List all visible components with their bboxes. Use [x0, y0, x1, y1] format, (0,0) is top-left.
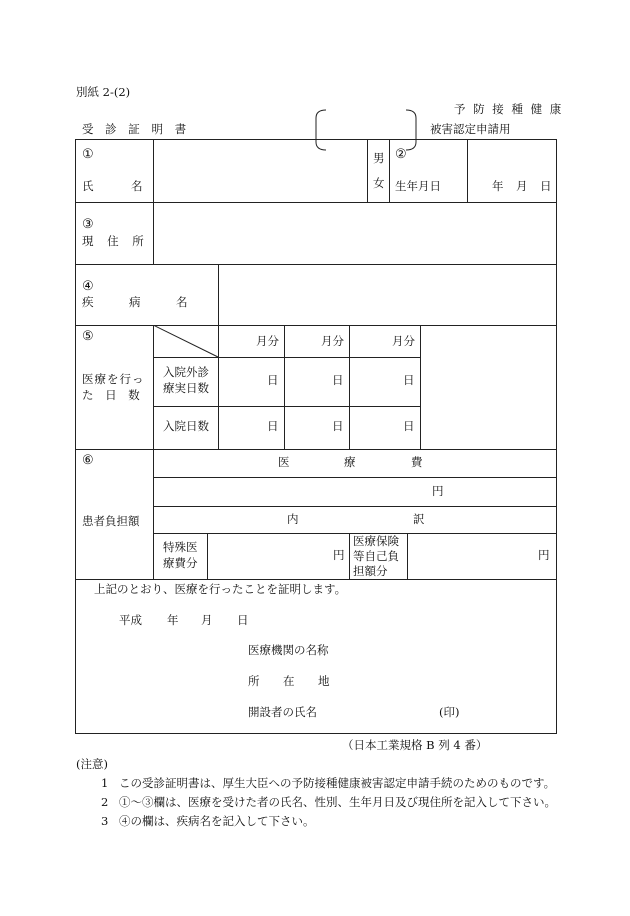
birth-month-unit: 月 [516, 179, 528, 193]
header-diagonal [153, 325, 219, 358]
address-label: 現 住 所 [82, 234, 149, 248]
disease-label-b: 病 [129, 295, 141, 309]
patient-burden-label: 患者負担額 [82, 514, 140, 528]
paper-size-note: （日本工業規格 B 列 4 番） [342, 738, 488, 752]
disease-label-a: 疾 [82, 295, 94, 309]
row-divider [75, 579, 557, 580]
disease-label-c: 名 [176, 295, 188, 309]
breakdown-label-b: 訳 [413, 512, 425, 526]
location-label-b: 在 [283, 674, 295, 688]
birthdate-label: 生年月日 [395, 179, 441, 193]
month-unit-3: 月分 [392, 334, 415, 348]
location-label-c: 地 [318, 674, 330, 688]
outpatient-label-2: 療実日数 [163, 381, 209, 395]
special-cost-yen: 円 [333, 548, 345, 562]
day-unit: 日 [403, 373, 415, 387]
institution-name-label: 医療機関の名称 [248, 643, 329, 657]
notes-heading: (注意) [76, 757, 108, 771]
certification-statement: 上記のとおり、医療を行ったことを証明します。 [94, 582, 347, 596]
medical-cost-label-a: 医 [278, 455, 290, 469]
disease-input-area[interactable] [219, 265, 556, 324]
sex-male[interactable]: 男 [373, 151, 385, 165]
insurance-label-2: 等自己負 [353, 549, 399, 563]
col-divider [407, 533, 408, 579]
row-divider [75, 449, 557, 450]
cert-month-unit: 月 [201, 613, 213, 627]
address-input-area[interactable] [154, 203, 556, 263]
cert-day-unit: 日 [237, 613, 249, 627]
note-text: ④の欄は、疾病名を記入して下さい。 [119, 814, 315, 828]
medical-cost-label-b: 療 [344, 455, 356, 469]
col-divider [420, 325, 421, 449]
row-divider [153, 477, 557, 478]
field-number-2: ② [395, 147, 407, 162]
field-number-3: ③ [82, 217, 94, 232]
month-unit-1: 月分 [256, 334, 279, 348]
name-label-2: 名 [131, 179, 143, 193]
era-label: 平成 [119, 613, 142, 627]
day-unit: 日 [332, 373, 344, 387]
col-divider [349, 533, 350, 579]
day-unit: 日 [403, 419, 415, 433]
field-number-4: ④ [82, 279, 94, 294]
seal-mark: (印) [439, 705, 460, 719]
day-unit: 日 [267, 373, 279, 387]
name-label: 氏 [82, 179, 94, 193]
day-unit: 日 [332, 419, 344, 433]
attachment-number: 別紙 2-(2) [76, 85, 131, 99]
sex-female[interactable]: 女 [373, 176, 385, 190]
row-divider [153, 406, 420, 407]
insurance-label-3: 担額分 [353, 564, 388, 578]
purpose-line-2: 被害認定申請用 [430, 122, 511, 136]
purpose-line-1: 予 防 接 種 健 康 [454, 102, 564, 116]
insurance-label-1: 医療保険 [353, 534, 399, 548]
cert-year-unit: 年 [167, 613, 179, 627]
col-divider [207, 533, 208, 579]
birth-day-unit: 日 [540, 179, 552, 193]
medical-cost-yen: 円 [432, 484, 444, 498]
special-cost-label-1: 特殊医 [163, 540, 198, 554]
breakdown-label-a: 内 [287, 512, 299, 526]
document-title: 受 診 証 明 書 [82, 122, 191, 136]
founder-name-label: 開設者の氏名 [248, 705, 317, 719]
note-number: 2 [101, 795, 109, 809]
note-number: 3 [101, 814, 109, 828]
note-number: 1 [101, 776, 109, 790]
row-divider [75, 325, 557, 326]
special-cost-label-2: 療費分 [163, 556, 198, 570]
outpatient-label-1: 入院外診 [163, 365, 209, 379]
field-number-1: ① [82, 147, 94, 162]
birth-year-unit: 年 [492, 179, 504, 193]
field-number-5: ⑤ [82, 329, 94, 344]
row-divider [153, 506, 557, 507]
col-divider [367, 139, 368, 202]
note-text: この受診証明書は、厚生大臣への予防接種健康被害認定申請手続のためのものです。 [119, 776, 556, 790]
medical-cost-label-c: 費 [411, 455, 423, 469]
col-divider [349, 325, 350, 449]
insurance-yen: 円 [538, 548, 550, 562]
col-divider [467, 139, 468, 202]
name-input-area[interactable] [154, 140, 366, 201]
note-text: ①～③欄は、医療を受けた者の氏名、性別、生年月日及び現住所を記入して下さい。 [119, 795, 556, 809]
col-divider [389, 139, 390, 202]
treatment-days-label-1: 医療を行っ [82, 372, 145, 386]
field-number-6: ⑥ [82, 453, 94, 468]
day-unit: 日 [267, 419, 279, 433]
col-divider [284, 325, 285, 449]
month-unit-2: 月分 [321, 334, 344, 348]
inpatient-days-label: 入院日数 [163, 419, 209, 433]
col-divider [153, 449, 154, 579]
location-label-a: 所 [248, 674, 260, 688]
treatment-days-label-2: た 日 数 [82, 388, 144, 402]
